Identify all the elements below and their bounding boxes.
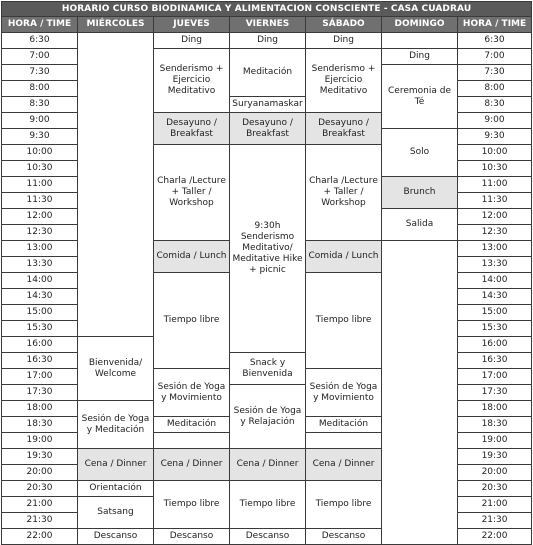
time-cell: 13:00 xyxy=(458,241,532,257)
time-cell: 10:00 xyxy=(2,145,78,161)
activity-block-viernes xyxy=(230,97,306,113)
activity-line: Meditación xyxy=(318,419,369,429)
time-cell: 15:00 xyxy=(2,305,78,321)
time-cell: 17:30 xyxy=(458,385,532,401)
activity-block-miercoles xyxy=(78,401,154,449)
activity-block-domingo xyxy=(382,49,458,65)
activity-line: Ding xyxy=(181,35,202,45)
time-cell: 22:00 xyxy=(458,529,532,545)
time-cell: 8:00 xyxy=(2,81,78,97)
activity-line: 9:30h xyxy=(254,221,281,231)
time-cell: 16:00 xyxy=(2,337,78,353)
time-cell: 11:30 xyxy=(2,193,78,209)
activity-block-sabado xyxy=(306,417,382,433)
activity-block-jueves xyxy=(154,241,230,273)
activity-block-viernes xyxy=(230,33,306,49)
activity-line: Descanso xyxy=(169,531,214,541)
time-cell: 21:00 xyxy=(2,497,78,513)
activity-line: Cena / Dinner xyxy=(84,459,147,469)
activity-line: Brunch xyxy=(403,187,436,197)
activity-block-sabado xyxy=(306,273,382,369)
activity-line: Charla /Lecture xyxy=(309,176,378,186)
activity-block-jueves xyxy=(154,417,230,433)
activity-line: Bienvenida xyxy=(242,368,293,379)
time-cell: 19:00 xyxy=(458,433,532,449)
activity-line: Tiempo libre xyxy=(163,499,220,509)
activity-line: Senderismo + xyxy=(159,64,224,74)
activity-line: Sesión de Yoga xyxy=(81,413,150,424)
time-cell: 18:00 xyxy=(2,401,78,417)
activity-line: Ejercicio xyxy=(172,75,211,85)
activity-block-sabado xyxy=(306,49,382,113)
header-viernes: VIERNES xyxy=(230,17,306,33)
activity-line: Comida / Lunch xyxy=(308,251,379,261)
activity-line: Té xyxy=(414,96,425,107)
activity-line: + Taller / xyxy=(323,187,364,197)
activity-line: Bienvenida/ xyxy=(88,357,143,368)
time-cell: 15:30 xyxy=(458,321,532,337)
activity-block-viernes xyxy=(230,385,306,449)
time-cell: 17:00 xyxy=(2,369,78,385)
time-cell: 13:30 xyxy=(2,257,78,273)
time-cell: 14:00 xyxy=(2,273,78,289)
header-time-right: HORA / TIME xyxy=(458,17,532,33)
activity-line: Satsang xyxy=(97,507,134,517)
header-sabado: SÁBADO xyxy=(306,17,382,33)
activity-block-sabado xyxy=(306,241,382,273)
time-cell: 17:00 xyxy=(458,369,532,385)
time-cell: 13:00 xyxy=(2,241,78,257)
activity-line: y Relajación xyxy=(240,416,295,427)
activity-block-sabado xyxy=(306,529,382,545)
activity-block-domingo xyxy=(382,177,458,209)
activity-block-domingo xyxy=(382,129,458,177)
time-cell: 15:30 xyxy=(2,321,78,337)
schedule-title: HORARIO CURSO BIODINAMICA Y ALIMENTACION CONSCIENTE - CASA CUADRAU xyxy=(2,2,532,17)
activity-line: Tiempo libre xyxy=(315,499,372,509)
time-cell: 10:30 xyxy=(2,161,78,177)
time-cell: 14:30 xyxy=(458,289,532,305)
activity-block-viernes xyxy=(230,145,306,353)
empty-block-jueves xyxy=(154,433,230,449)
activity-block-viernes xyxy=(230,481,306,529)
activity-line: Cena / Dinner xyxy=(236,459,299,469)
activity-block-sabado xyxy=(306,449,382,481)
time-cell: 18:00 xyxy=(458,401,532,417)
time-cell: 9:30 xyxy=(2,129,78,145)
activity-block-sabado xyxy=(306,33,382,49)
empty-block-sabado xyxy=(306,433,382,449)
time-cell: 11:00 xyxy=(2,177,78,193)
time-cell: 20:00 xyxy=(458,465,532,481)
activity-line: Workshop xyxy=(169,198,214,208)
time-cell: 7:30 xyxy=(2,65,78,81)
activity-line: Snack y xyxy=(249,357,286,368)
time-cell: 12:00 xyxy=(458,209,532,225)
activity-block-domingo xyxy=(382,209,458,241)
time-cell: 12:30 xyxy=(458,225,532,241)
activity-line: Charla /Lecture xyxy=(157,176,226,186)
time-cell: 16:00 xyxy=(458,337,532,353)
activity-line: Descanso xyxy=(321,531,366,541)
activity-block-miercoles xyxy=(78,481,154,497)
activity-block-jueves xyxy=(154,33,230,49)
activity-line: Sesión de Yoga xyxy=(157,381,226,392)
activity-block-miercoles xyxy=(78,529,154,545)
time-cell: 8:00 xyxy=(458,81,532,97)
activity-line: Desayuno / xyxy=(242,117,293,128)
activity-line: Senderismo xyxy=(240,232,295,242)
activity-line: Solo xyxy=(409,147,430,157)
time-cell: 6:30 xyxy=(458,33,532,49)
activity-line: Meditativo xyxy=(319,86,368,96)
activity-block-viernes xyxy=(230,353,306,385)
schedule-table xyxy=(1,1,532,545)
activity-block-domingo xyxy=(382,65,458,129)
time-cell: 19:00 xyxy=(2,433,78,449)
activity-line: Workshop xyxy=(321,198,366,208)
time-cell: 19:30 xyxy=(2,449,78,465)
time-cell: 19:30 xyxy=(458,449,532,465)
time-cell: 12:00 xyxy=(2,209,78,225)
time-cell: 10:30 xyxy=(458,161,532,177)
time-cell: 8:30 xyxy=(458,97,532,113)
activity-line: Descanso xyxy=(245,531,290,541)
time-cell: 18:30 xyxy=(458,417,532,433)
activity-line: Suryanamaskar xyxy=(232,99,303,109)
time-cell: 16:30 xyxy=(458,353,532,369)
activity-block-jueves xyxy=(154,481,230,529)
activity-block-jueves xyxy=(154,113,230,145)
activity-line: y Movimiento xyxy=(313,392,374,403)
activity-line: Salida xyxy=(405,219,434,229)
time-cell: 7:30 xyxy=(458,65,532,81)
time-cell: 21:30 xyxy=(458,513,532,529)
activity-line: Sesión de Yoga xyxy=(309,381,378,392)
time-cell: 8:30 xyxy=(2,97,78,113)
header-time-left: HORA / TIME xyxy=(2,17,78,33)
header-miercoles: MIÉRCOLES xyxy=(78,17,154,33)
activity-block-jueves xyxy=(154,449,230,481)
activity-line: Meditación xyxy=(242,67,293,77)
activity-block-sabado xyxy=(306,145,382,241)
activity-line: + picnic xyxy=(249,265,286,275)
time-cell: 16:30 xyxy=(2,353,78,369)
schedule-body xyxy=(2,33,532,545)
time-cell: 10:00 xyxy=(458,145,532,161)
activity-block-jueves xyxy=(154,529,230,545)
activity-block-viernes xyxy=(230,529,306,545)
activity-line: Cena / Dinner xyxy=(160,459,223,469)
header-domingo: DOMINGO xyxy=(382,17,458,33)
activity-line: Ding xyxy=(333,35,354,45)
activity-line: Tiempo libre xyxy=(239,499,296,509)
activity-block-jueves xyxy=(154,273,230,369)
empty-block-domingo xyxy=(382,241,458,545)
activity-line: Ejercicio xyxy=(324,75,363,85)
activity-line: Sesión de Yoga xyxy=(233,405,302,416)
activity-block-jueves xyxy=(154,369,230,417)
activity-block-sabado xyxy=(306,369,382,417)
time-cell: 20:30 xyxy=(458,481,532,497)
activity-line: Cena / Dinner xyxy=(312,459,375,469)
activity-block-jueves xyxy=(154,49,230,113)
time-cell: 15:00 xyxy=(458,305,532,321)
activity-line: Desayuno / xyxy=(166,117,217,128)
activity-line: Descanso xyxy=(93,531,138,541)
time-cell: 11:30 xyxy=(458,193,532,209)
activity-line: Ceremonia de xyxy=(388,85,451,96)
time-row xyxy=(2,33,532,49)
empty-block-domingo xyxy=(382,33,458,49)
activity-block-miercoles xyxy=(78,449,154,481)
time-cell: 21:30 xyxy=(2,513,78,529)
activity-line: Tiempo libre xyxy=(163,315,220,325)
time-cell: 6:30 xyxy=(2,33,78,49)
time-cell: 9:30 xyxy=(458,129,532,145)
activity-line: + Taller / xyxy=(171,187,212,197)
activity-line: Orientación xyxy=(89,483,142,493)
header-jueves: JUEVES xyxy=(154,17,230,33)
activity-block-sabado xyxy=(306,113,382,145)
activity-block-sabado xyxy=(306,481,382,529)
time-cell: 18:30 xyxy=(2,417,78,433)
activity-line: Meditativo/ xyxy=(242,243,293,253)
time-cell: 17:30 xyxy=(2,385,78,401)
activity-block-jueves xyxy=(154,145,230,241)
activity-line: Desayuno / xyxy=(318,117,369,128)
activity-block-miercoles xyxy=(78,497,154,529)
time-cell: 22:00 xyxy=(2,529,78,545)
empty-block-miercoles xyxy=(78,33,154,337)
time-cell: 21:00 xyxy=(458,497,532,513)
time-cell: 9:00 xyxy=(2,113,78,129)
time-cell: 11:00 xyxy=(458,177,532,193)
activity-block-viernes xyxy=(230,449,306,481)
activity-block-miercoles xyxy=(78,337,154,401)
activity-line: Ding xyxy=(409,51,430,61)
activity-line: Ding xyxy=(257,35,278,45)
time-cell: 20:30 xyxy=(2,481,78,497)
time-cell: 9:00 xyxy=(458,113,532,129)
time-cell: 7:00 xyxy=(458,49,532,65)
time-cell: 12:30 xyxy=(2,225,78,241)
activity-line: Meditativo xyxy=(167,86,216,96)
time-cell: 14:30 xyxy=(2,289,78,305)
activity-line: Breakfast xyxy=(246,128,289,139)
activity-block-viernes xyxy=(230,49,306,97)
time-cell: 13:30 xyxy=(458,257,532,273)
activity-line: Breakfast xyxy=(170,128,213,139)
activity-block-viernes xyxy=(230,113,306,145)
activity-line: Welcome xyxy=(94,368,137,379)
activity-line: y Meditación xyxy=(86,424,145,435)
activity-line: Comida / Lunch xyxy=(156,251,227,261)
activity-line: Breakfast xyxy=(322,128,365,139)
activity-line: Tiempo libre xyxy=(315,315,372,325)
activity-line: Meditación xyxy=(166,419,217,429)
time-cell: 7:00 xyxy=(2,49,78,65)
activity-line: y Movimiento xyxy=(161,392,222,403)
activity-line: Senderismo + xyxy=(311,64,376,74)
time-cell: 14:00 xyxy=(458,273,532,289)
time-cell: 20:00 xyxy=(2,465,78,481)
activity-line: Meditative Hike xyxy=(232,254,303,264)
